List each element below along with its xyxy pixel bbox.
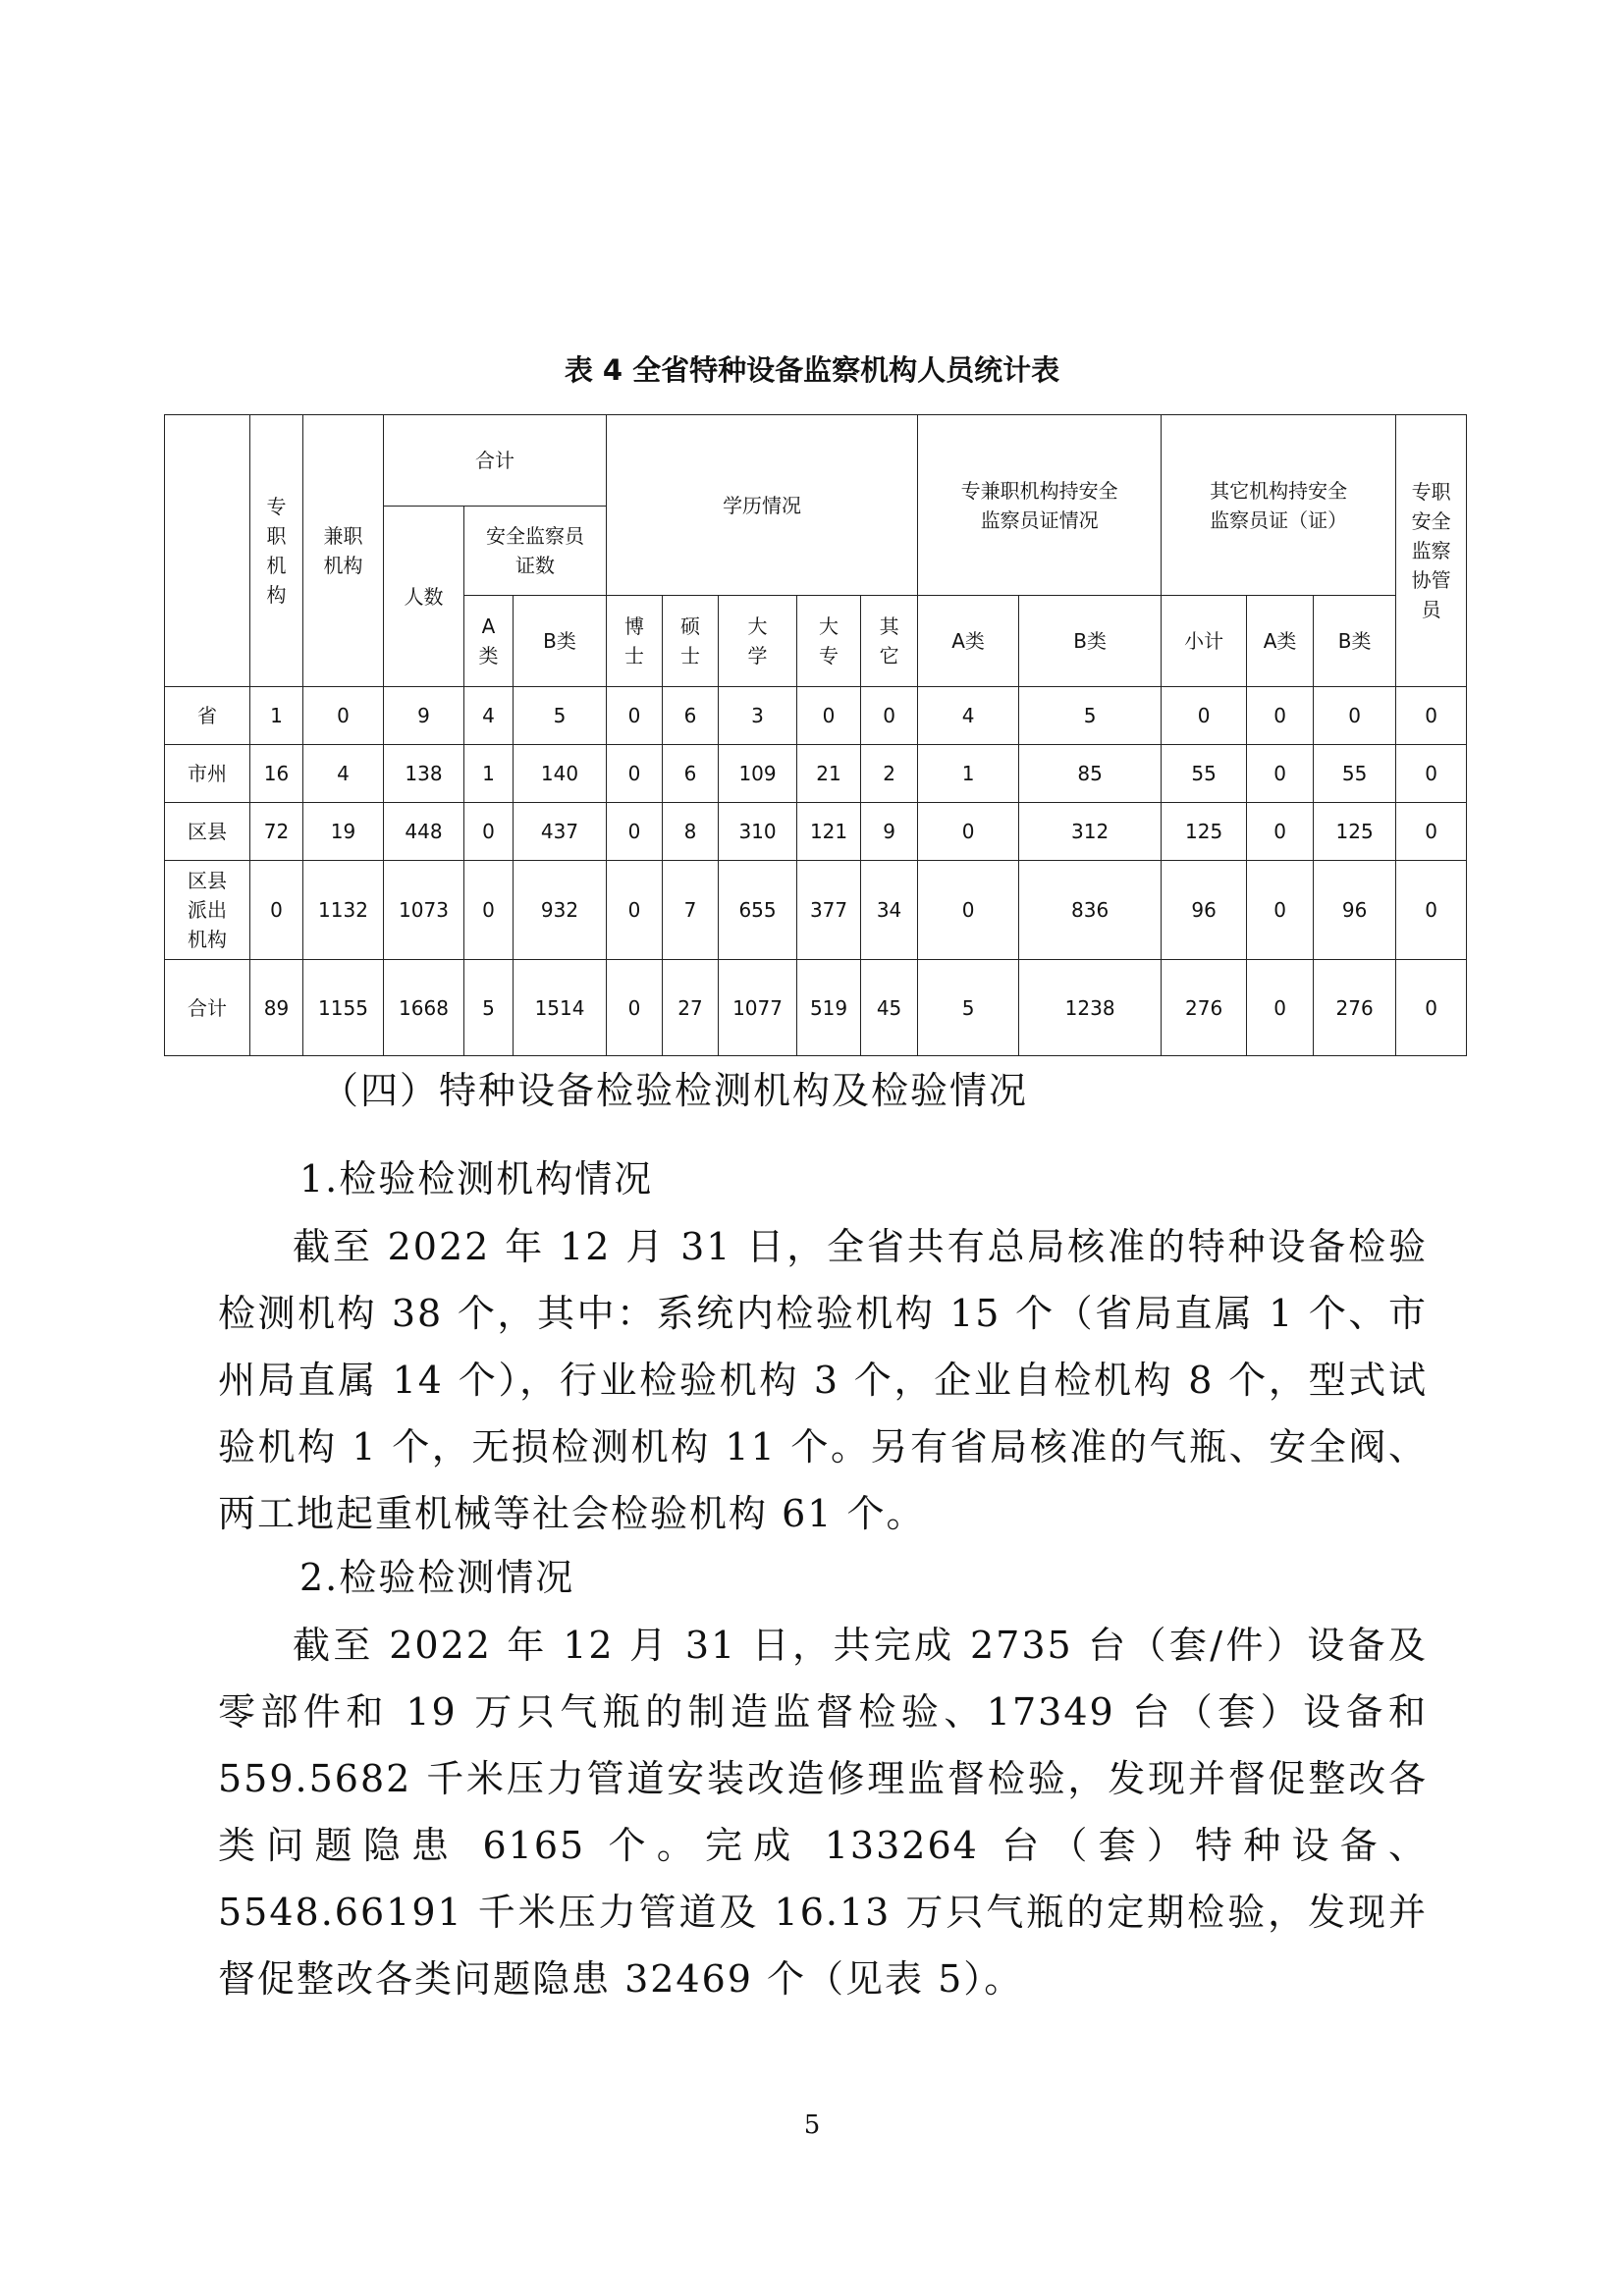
header-a-lei: A类 — [464, 596, 514, 687]
cell: 0 — [1162, 687, 1247, 745]
cell: 1 — [250, 687, 303, 745]
cell: 5 — [464, 960, 514, 1056]
header-anquan: 安全监察员证数 — [464, 507, 607, 596]
cell: 21 — [797, 745, 861, 803]
cell: 0 — [1247, 960, 1314, 1056]
cell: 655 — [719, 861, 797, 960]
header-jianzhi: 兼职机构 — [303, 415, 384, 687]
row-label: 合计 — [165, 960, 250, 1056]
cell: 0 — [918, 861, 1019, 960]
header-zhuanjian: 专兼职机构持安全监察员证情况 — [918, 415, 1162, 596]
cell: 0 — [918, 803, 1019, 861]
cell: 0 — [607, 803, 663, 861]
cell: 0 — [303, 687, 384, 745]
cell: 1077 — [719, 960, 797, 1056]
cell: 0 — [607, 745, 663, 803]
table-title: 表 4 全省特种设备监察机构人员统计表 — [564, 353, 1060, 387]
row-label: 省 — [165, 687, 250, 745]
cell: 0 — [1247, 745, 1314, 803]
cell: 1514 — [514, 960, 607, 1056]
cell: 16 — [250, 745, 303, 803]
header-qita-jigou: 其它机构持安全监察员证（证） — [1162, 415, 1396, 596]
cell: 72 — [250, 803, 303, 861]
cell: 34 — [861, 861, 918, 960]
cell: 109 — [719, 745, 797, 803]
header-qt-b: B类 — [1314, 596, 1396, 687]
cell: 0 — [1247, 803, 1314, 861]
cell: 5 — [918, 960, 1019, 1056]
cell: 138 — [384, 745, 464, 803]
header-dazhuan: 大专 — [797, 596, 861, 687]
cell: 8 — [663, 803, 719, 861]
header-xueli: 学历情况 — [607, 415, 918, 596]
cell: 0 — [1396, 687, 1467, 745]
header-boshi: 博士 — [607, 596, 663, 687]
cell: 125 — [1314, 803, 1396, 861]
header-qt-a: A类 — [1247, 596, 1314, 687]
cell: 9 — [384, 687, 464, 745]
cell: 4 — [303, 745, 384, 803]
cell: 27 — [663, 960, 719, 1056]
table-row — [165, 803, 1467, 861]
cell: 7 — [663, 861, 719, 960]
table-row — [165, 745, 1467, 803]
header-zj-a: A类 — [918, 596, 1019, 687]
cell: 932 — [514, 861, 607, 960]
cell: 9 — [861, 803, 918, 861]
cell: 0 — [1247, 687, 1314, 745]
row-label: 市州 — [165, 745, 250, 803]
cell: 310 — [719, 803, 797, 861]
cell: 1 — [918, 745, 1019, 803]
cell: 0 — [464, 803, 514, 861]
cell: 312 — [1019, 803, 1162, 861]
cell: 0 — [861, 687, 918, 745]
row-label: 区县派出机构 — [165, 861, 250, 960]
cell: 0 — [1396, 803, 1467, 861]
paragraph-1-text: 截至 2022 年 12 月 31 日，全省共有总局核准的特种设备检验检测机构 38 个，其中：系统内检验机构 15 个（省局直属 1 个、市州局直属 14 个），行业检验机构 3 个，企业自检机构 8 个，型式试验机构 1 个，无损检测机构 11 个。另有省局核准的气瓶、安全阀、两工地起重机械等社会检验机构 61 个。 — [218, 1225, 1428, 1535]
cell: 836 — [1019, 861, 1162, 960]
cell: 85 — [1019, 745, 1162, 803]
header-zj-b: B类 — [1019, 596, 1162, 687]
table-row — [165, 687, 1467, 745]
header-b-lei: B类 — [514, 596, 607, 687]
cell: 1155 — [303, 960, 384, 1056]
subsection-heading-2: 2.检验检测情况 — [299, 1556, 575, 1599]
cell: 519 — [797, 960, 861, 1056]
row-label: 区县 — [165, 803, 250, 861]
cell: 3 — [719, 687, 797, 745]
cell: 0 — [607, 687, 663, 745]
paragraph-1 — [218, 1213, 1428, 1547]
cell: 0 — [1314, 687, 1396, 745]
cell: 4 — [464, 687, 514, 745]
cell: 140 — [514, 745, 607, 803]
cell: 276 — [1314, 960, 1396, 1056]
cell: 437 — [514, 803, 607, 861]
header-xiaoji: 小计 — [1162, 596, 1247, 687]
cell: 0 — [607, 861, 663, 960]
cell: 121 — [797, 803, 861, 861]
cell: 1 — [464, 745, 514, 803]
cell: 4 — [918, 687, 1019, 745]
header-xieguan: 专职安全监察协管员 — [1396, 415, 1467, 687]
header-zhuanzhi: 专职机构 — [250, 415, 303, 687]
cell: 0 — [1396, 960, 1467, 1056]
cell: 96 — [1314, 861, 1396, 960]
subsection-heading-1: 1.检验检测机构情况 — [299, 1157, 654, 1201]
cell: 0 — [797, 687, 861, 745]
cell: 0 — [464, 861, 514, 960]
cell: 1132 — [303, 861, 384, 960]
header-qita: 其它 — [861, 596, 918, 687]
cell: 45 — [861, 960, 918, 1056]
cell: 1668 — [384, 960, 464, 1056]
cell: 0 — [1396, 861, 1467, 960]
section-heading: （四）特种设备检验检测机构及检验情况 — [321, 1069, 1029, 1112]
cell: 19 — [303, 803, 384, 861]
cell: 1238 — [1019, 960, 1162, 1056]
cell: 276 — [1162, 960, 1247, 1056]
cell: 5 — [1019, 687, 1162, 745]
header-daxue: 大学 — [719, 596, 797, 687]
cell: 0 — [607, 960, 663, 1056]
table-row — [165, 960, 1467, 1056]
personnel-statistics-table — [164, 414, 1467, 1056]
cell: 377 — [797, 861, 861, 960]
cell: 96 — [1162, 861, 1247, 960]
cell: 2 — [861, 745, 918, 803]
cell: 89 — [250, 960, 303, 1056]
header-heji: 合计 — [384, 415, 607, 507]
corner-cell — [165, 415, 250, 687]
paragraph-2-text: 截至 2022 年 12 月 31 日，共完成 2735 台（套/件）设备及零部件和 19 万只气瓶的制造监督检验、17349 台（套）设备和 559.5682 千米压力管道安装改造修理监督检验，发现并督促整改各类问题隐患 6165 个。完成 133264 台（套）特种设备、5548.66191 千米压力管道及 16.13 万只气瓶的定期检验，发现并督促整改各类问题隐患 32469 个（见表 5）。 — [218, 1624, 1428, 2001]
table-row — [165, 861, 1467, 960]
header-renshu: 人数 — [384, 507, 464, 687]
cell: 1073 — [384, 861, 464, 960]
cell: 0 — [1396, 745, 1467, 803]
cell: 5 — [514, 687, 607, 745]
cell: 448 — [384, 803, 464, 861]
cell: 0 — [1247, 861, 1314, 960]
page-number: 5 — [803, 2110, 821, 2140]
paragraph-2 — [218, 1612, 1428, 2012]
cell: 6 — [663, 745, 719, 803]
cell: 0 — [250, 861, 303, 960]
cell: 125 — [1162, 803, 1247, 861]
cell: 6 — [663, 687, 719, 745]
cell: 55 — [1314, 745, 1396, 803]
header-shuoshi: 硕士 — [663, 596, 719, 687]
cell: 55 — [1162, 745, 1247, 803]
